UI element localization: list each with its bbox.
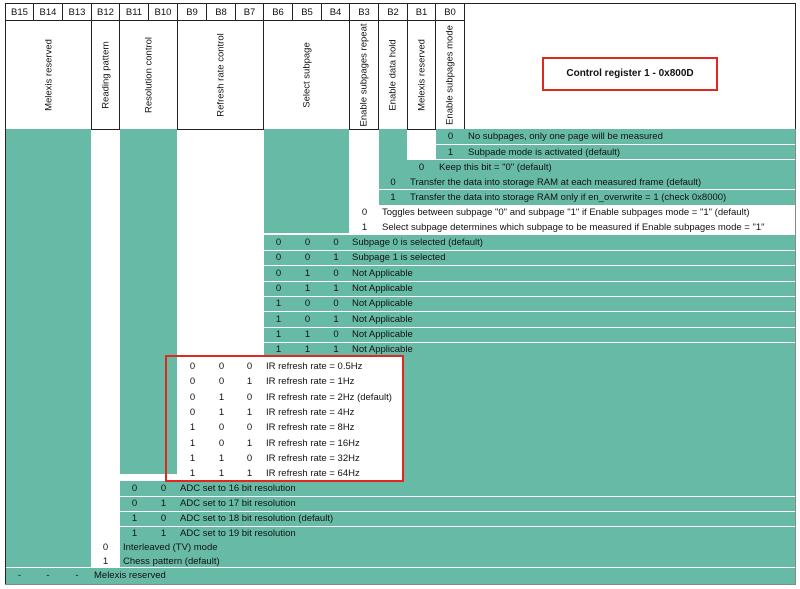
bit-b8: B8 — [206, 3, 236, 21]
refresh-highlight-box — [165, 355, 404, 482]
resolution-desc: ADC set to 18 bit resolution (default) — [180, 513, 334, 524]
bit-b1: B1 — [407, 3, 436, 21]
refresh-desc: IR refresh rate = 64Hz — [266, 468, 360, 480]
resolution-b11-value: 0 — [131, 498, 138, 509]
subpage-b5-value: 1 — [304, 344, 311, 356]
bit-b7: B7 — [235, 3, 264, 21]
subpage-b6-value: 1 — [275, 313, 282, 325]
b0-desc-0: No subpages, only one page will be measured — [468, 131, 663, 142]
resolution-desc: ADC set to 16 bit resolution — [180, 483, 296, 494]
b15-b13-column — [5, 129, 91, 567]
subpage-b5-value: 1 — [304, 267, 311, 279]
bit-b13: B13 — [62, 3, 92, 21]
subpage-b4-value: 0 — [333, 267, 339, 279]
field-select-subpage: Select subpage — [263, 20, 350, 130]
refresh-desc: IR refresh rate = 2Hz (default) — [266, 391, 392, 403]
refresh-b7-value: 0 — [246, 361, 253, 372]
refresh-desc: IR refresh rate = 4Hz — [266, 406, 355, 418]
field-reading-pattern: Reading pattern — [91, 20, 120, 130]
refresh-b7-value: 1 — [246, 406, 253, 418]
refresh-b9-value: 1 — [189, 437, 196, 449]
subpage-desc: Subpage 1 is selected — [352, 252, 446, 264]
refresh-b8-value: 1 — [218, 391, 225, 403]
subpage-b5-value: 0 — [304, 298, 311, 310]
bit-b12: B12 — [91, 3, 120, 21]
subpage-b4-value: 1 — [333, 313, 339, 325]
refresh-b8-value: 0 — [218, 437, 225, 449]
reserved-b13: - — [75, 570, 79, 581]
subpage-b6-value: 0 — [275, 282, 282, 294]
refresh-b9-value: 1 — [189, 422, 196, 434]
bit-b3: B3 — [349, 3, 379, 21]
refresh-b8-value: 1 — [218, 468, 225, 480]
subpage-b6-value: 1 — [275, 344, 282, 356]
subpage-b5-value: 1 — [304, 328, 311, 340]
resolution-b11-value: 1 — [131, 528, 138, 539]
subpage-desc: Not Applicable — [352, 282, 413, 294]
reserved-b15: - — [17, 570, 22, 581]
refresh-b8-value: 1 — [218, 406, 225, 418]
resolution-b10-value: 1 — [160, 498, 167, 509]
subpage-b5-value: 1 — [304, 282, 311, 294]
refresh-b7-value: 1 — [246, 376, 253, 388]
refresh-b8-value: 0 — [218, 422, 225, 434]
bit-b2: B2 — [378, 3, 408, 21]
register-title: Control register 1 - 0x800D — [542, 57, 718, 91]
field-resolution-control: Resolution control — [119, 20, 178, 130]
subpage-b4-value: 0 — [333, 328, 339, 340]
refresh-desc: IR refresh rate = 32Hz — [266, 452, 360, 464]
refresh-b7-value: 0 — [246, 391, 253, 403]
subpage-desc: Subpage 0 is selected (default) — [352, 237, 483, 248]
refresh-b7-value: 0 — [246, 452, 253, 464]
subpage-b4-value: 1 — [333, 252, 339, 264]
subpage-b4-value: 0 — [333, 237, 339, 248]
b6-b4-column — [264, 129, 349, 233]
field-enable-data-hold: Enable data hold — [378, 20, 408, 130]
bit-b6: B6 — [263, 3, 293, 21]
resolution-b10-value: 1 — [160, 528, 167, 539]
subpage-b6-value: 0 — [275, 252, 282, 264]
subpage-b4-value: 0 — [333, 298, 339, 310]
bit-b0: B0 — [435, 3, 465, 21]
b3-value-1: 1 — [361, 222, 368, 233]
reading-value-1: 1 — [102, 556, 109, 567]
b1-desc-0: Keep this bit = "0" (default) — [439, 162, 552, 173]
b2-desc-0: Transfer the data into storage RAM at each measured frame (default) — [410, 177, 702, 188]
subpage-b5-value: 0 — [304, 252, 311, 264]
subpage-b4-value: 1 — [333, 344, 339, 356]
bit-b11: B11 — [119, 3, 149, 21]
subpage-b4-value: 1 — [333, 282, 339, 294]
reading-value-0: 0 — [102, 542, 109, 553]
reading-desc-0: Interleaved (TV) mode — [123, 542, 218, 553]
b1-value-0: 0 — [418, 162, 425, 173]
bit-b9: B9 — [177, 3, 207, 21]
refresh-b8-value: 0 — [218, 376, 225, 388]
b3-value-0: 0 — [361, 207, 368, 218]
b3-desc-0: Toggles between subpage "0" and subpage "1" if Enable subpages mode = "1" (default) — [382, 207, 750, 218]
refresh-b9-value: 0 — [189, 361, 196, 372]
b3-desc-1: Select subpage determines which subpage to be measured if Enable subpages mode = "1" — [382, 222, 765, 233]
subpage-desc: Not Applicable — [352, 344, 413, 356]
refresh-b7-value: 1 — [246, 468, 253, 480]
reserved-desc: Melexis reserved — [94, 570, 166, 581]
reading-desc-1: Chess pattern (default) — [123, 556, 220, 567]
subpage-b5-value: 0 — [304, 237, 311, 248]
subpage-desc: Not Applicable — [352, 313, 413, 325]
subpage-b6-value: 1 — [275, 328, 282, 340]
subpage-desc: Not Applicable — [352, 328, 413, 340]
bit-b4: B4 — [321, 3, 350, 21]
b2-column — [379, 129, 407, 175]
refresh-desc: IR refresh rate = 8Hz — [266, 422, 355, 434]
resolution-b10-value: 0 — [160, 483, 167, 494]
b0-desc-1: Subpade mode is activated (default) — [468, 147, 621, 158]
bit-b5: B5 — [292, 3, 322, 21]
bit-b15: B15 — [5, 3, 34, 21]
field-melexis-reserved-b1: Melexis reserved — [407, 20, 436, 130]
resolution-desc: ADC set to 19 bit resolution — [180, 528, 296, 539]
b2-value-0: 0 — [390, 177, 396, 188]
bit-b14: B14 — [33, 3, 63, 21]
field-enable-subpages-mode: Enable subpages mode — [435, 20, 465, 130]
subpage-b6-value: 0 — [275, 267, 282, 279]
b2-value-1: 1 — [390, 192, 396, 203]
subpage-b6-value: 1 — [275, 298, 282, 310]
field-enable-subpages-repeat: Enable subpages repeat — [349, 20, 379, 130]
subpage-desc: Not Applicable — [352, 267, 413, 279]
b0-value-1: 1 — [447, 147, 454, 158]
resolution-b10-value: 0 — [160, 513, 167, 524]
refresh-b9-value: 1 — [189, 468, 196, 480]
bit-b10: B10 — [148, 3, 178, 21]
b2-desc-1: Transfer the data into storage RAM only if en_overwrite = 1 (check 0x8000) — [410, 192, 727, 203]
refresh-desc: IR refresh rate = 0.5Hz — [266, 361, 363, 372]
refresh-b9-value: 0 — [189, 376, 196, 388]
resolution-b11-value: 0 — [131, 483, 138, 494]
refresh-b9-value: 0 — [189, 406, 196, 418]
b0-value-0: 0 — [447, 131, 454, 142]
refresh-b7-value: 0 — [246, 422, 253, 434]
field-refresh-rate-control: Refresh rate control — [177, 20, 264, 130]
subpage-desc: Not Applicable — [352, 298, 413, 310]
subpage-b6-value: 0 — [275, 237, 282, 248]
reserved-b14: - — [46, 570, 50, 581]
refresh-desc: IR refresh rate = 16Hz — [266, 437, 360, 449]
refresh-b9-value: 1 — [189, 452, 196, 464]
refresh-b8-value: 1 — [218, 452, 225, 464]
field-melexis-reserved-high: Melexis reserved — [5, 20, 92, 130]
refresh-desc: IR refresh rate = 1Hz — [266, 376, 355, 388]
resolution-b11-value: 1 — [131, 513, 138, 524]
resolution-desc: ADC set to 17 bit resolution — [180, 498, 296, 509]
refresh-b8-value: 0 — [218, 361, 225, 372]
refresh-rows-right — [403, 357, 796, 482]
subpage-b5-value: 0 — [304, 313, 311, 325]
refresh-b7-value: 1 — [246, 437, 253, 449]
refresh-b9-value: 0 — [189, 391, 196, 403]
